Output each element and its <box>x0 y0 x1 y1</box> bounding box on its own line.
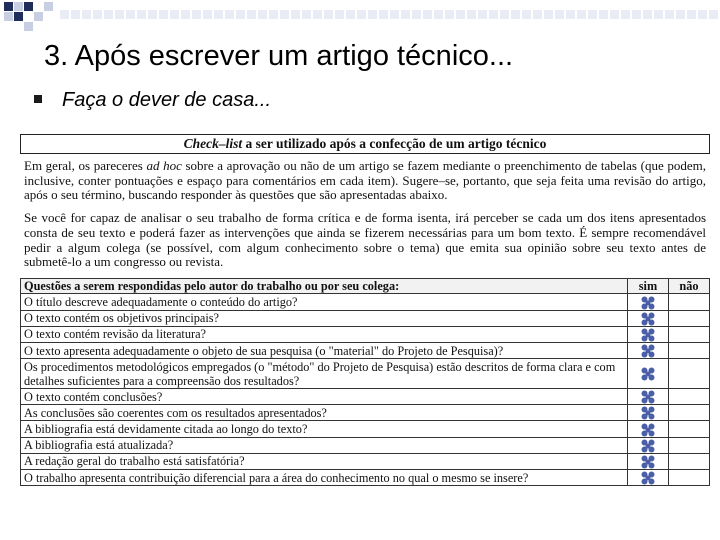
questions-table <box>20 278 710 486</box>
nao-checkbox[interactable] <box>669 359 710 389</box>
para1-start: Em geral, os pareceres <box>24 158 147 173</box>
sim-checkbox[interactable] <box>628 310 669 326</box>
paragraph-1 <box>24 159 706 203</box>
nao-checkbox[interactable] <box>669 310 710 326</box>
decorative-squares <box>0 0 720 40</box>
clover-x-icon <box>641 455 655 469</box>
clover-x-icon <box>641 367 655 381</box>
table-row <box>21 310 710 326</box>
question-text: O trabalho apresenta contribuição diferencial para a área do conhecimento no qual o mesmo se insere? <box>21 469 628 485</box>
table-row <box>21 294 710 310</box>
question-text: O texto contém conclusões? <box>21 389 628 405</box>
clover-x-icon <box>641 328 655 342</box>
table-header-nao: não <box>669 278 710 294</box>
question-text: A bibliografia está devidamente citada ao longo do texto? <box>21 421 628 437</box>
sim-checkbox[interactable] <box>628 421 669 437</box>
nao-checkbox[interactable] <box>669 437 710 453</box>
table-header-questions: Questões a serem respondidas pelo autor do trabalho ou por seu colega: <box>21 278 628 294</box>
table-row <box>21 326 710 342</box>
question-text: O texto contém revisão da literatura? <box>21 326 628 342</box>
question-text: O título descreve adequadamente o conteúdo do artigo? <box>21 294 628 310</box>
nao-checkbox[interactable] <box>669 405 710 421</box>
question-text: A redação geral do trabalho está satisfatória? <box>21 453 628 469</box>
question-text: As conclusões são coerentes com os resultados apresentados? <box>21 405 628 421</box>
sim-checkbox[interactable] <box>628 437 669 453</box>
table-row <box>21 359 710 389</box>
nao-checkbox[interactable] <box>669 294 710 310</box>
header-italic: Check–list <box>183 136 243 151</box>
sim-checkbox[interactable] <box>628 469 669 485</box>
table-row <box>21 342 710 358</box>
clover-x-icon <box>641 423 655 437</box>
sim-checkbox[interactable] <box>628 359 669 389</box>
table-row <box>21 405 710 421</box>
clover-x-icon <box>641 390 655 404</box>
slide-bullet <box>34 89 271 112</box>
clover-x-icon <box>641 312 655 326</box>
checklist-document <box>20 134 710 486</box>
table-header-sim: sim <box>628 278 669 294</box>
clover-x-icon <box>641 439 655 453</box>
question-text: Os procedimentos metodológicos empregados (o "método" do Projeto de Pesquisa) estão descritos de forma clara e com detalhes suficientes para a compreensão dos resultados? <box>21 359 628 389</box>
nao-checkbox[interactable] <box>669 453 710 469</box>
slide-title: 3. Após escrever um artigo técnico... <box>44 40 514 72</box>
table-row <box>21 437 710 453</box>
nao-checkbox[interactable] <box>669 342 710 358</box>
table-row <box>21 421 710 437</box>
para1-italic: ad hoc <box>146 158 182 173</box>
document-header <box>20 134 710 154</box>
question-text: A bibliografia está atualizada? <box>21 437 628 453</box>
nao-checkbox[interactable] <box>669 469 710 485</box>
nao-checkbox[interactable] <box>669 326 710 342</box>
clover-x-icon <box>641 406 655 420</box>
sim-checkbox[interactable] <box>628 405 669 421</box>
para1-end: sobre a aprovação ou não de um artigo se fazem mediante o preenchimento de tabelas (que podem, inclusive, conter pontuações e espaço para comentários em cada item). Sugere–se, portanto, que seja feita uma revisão do artigo, após o seu término, buscando responder às questões que são apresentadas abaixo. <box>24 158 706 203</box>
table-row <box>21 453 710 469</box>
nao-checkbox[interactable] <box>669 389 710 405</box>
header-rest: a ser utilizado após a confecção de um artigo técnico <box>242 136 547 151</box>
clover-x-icon <box>641 296 655 310</box>
paragraph-2: Se você for capaz de analisar o seu trabalho de forma crítica e de forma isenta, irá perceber se cada um dos itens apresentados consta de seu texto e poderá fazer as intervenções que ainda se fizerem necessárias para um bom texto. É sempre recomendável pedir a algum colega (se possível, com algum conhecimento sobre o tema) que emita sua opinião sobre seu texto antes de submetê-lo a um congresso ou revista. <box>24 210 706 270</box>
bullet-text: Faça o dever de casa... <box>62 89 272 111</box>
question-text: O texto contém os objetivos principais? <box>21 310 628 326</box>
sim-checkbox[interactable] <box>628 326 669 342</box>
sim-checkbox[interactable] <box>628 342 669 358</box>
sim-checkbox[interactable] <box>628 453 669 469</box>
sim-checkbox[interactable] <box>628 389 669 405</box>
question-text: O texto apresenta adequadamente o objeto de sua pesquisa (o "material" do Projeto de Pesquisa)? <box>21 342 628 358</box>
clover-x-icon <box>641 471 655 485</box>
bullet-square-icon <box>34 95 42 103</box>
nao-checkbox[interactable] <box>669 421 710 437</box>
table-row <box>21 389 710 405</box>
sim-checkbox[interactable] <box>628 294 669 310</box>
table-row <box>21 469 710 485</box>
clover-x-icon <box>641 344 655 358</box>
